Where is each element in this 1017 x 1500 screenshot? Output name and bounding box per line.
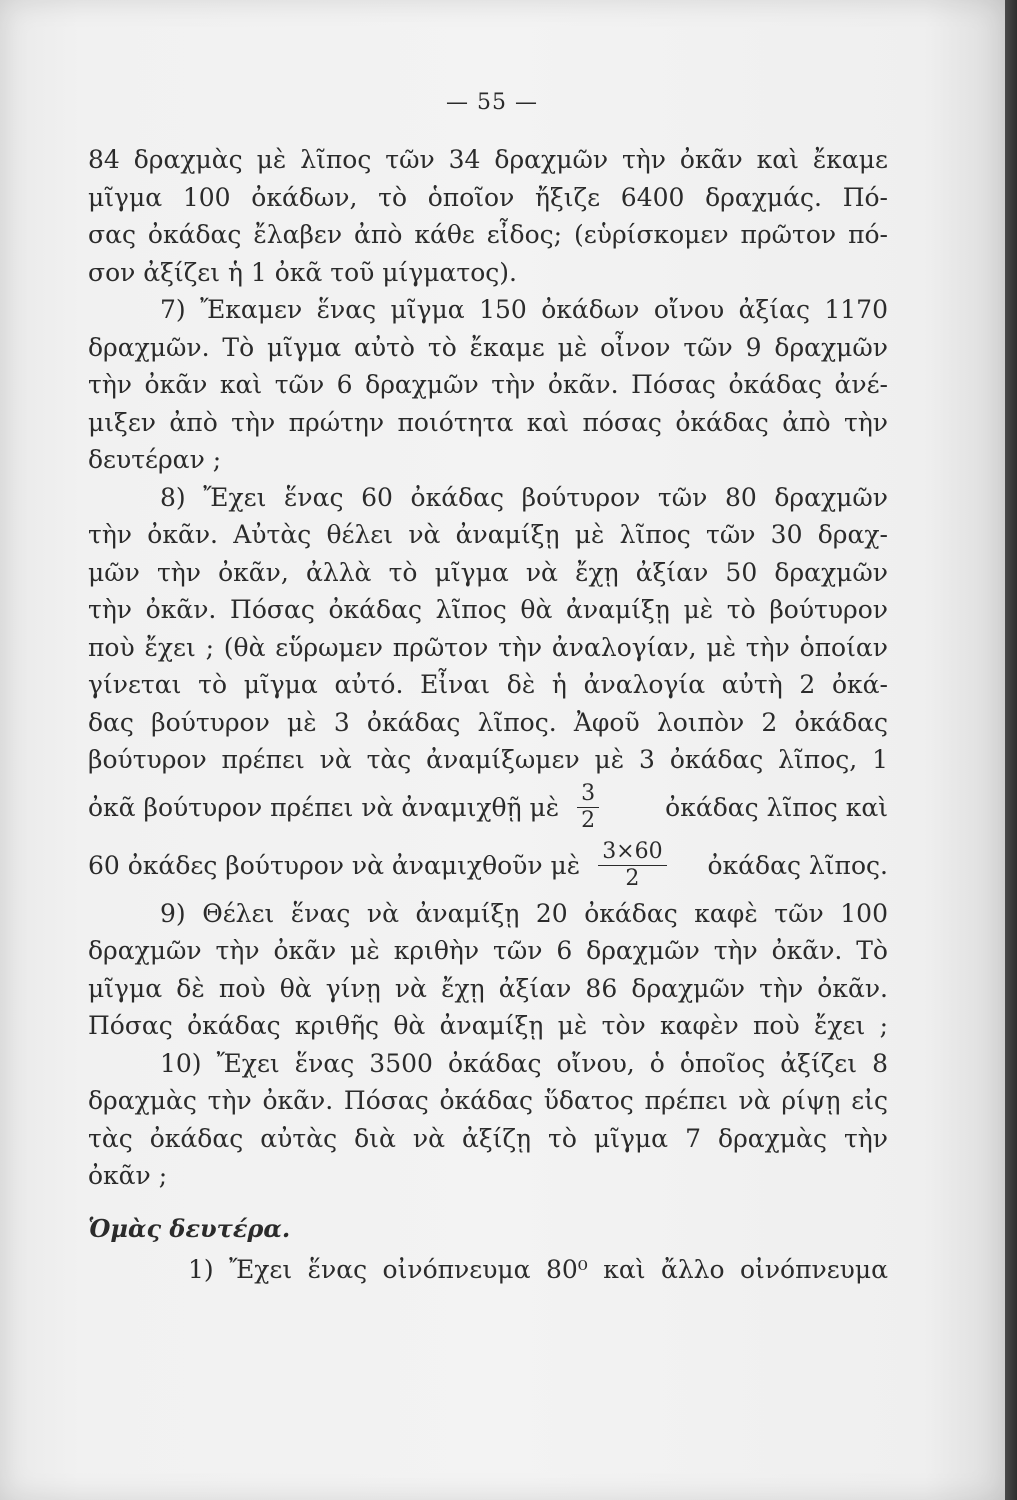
- fraction-line: [88, 837, 888, 895]
- text-line: ποὺ ἔχει ; (θὰ εὕρωμεν πρῶτον τὴν ἀναλογίαν, μὲ τὴν ὁποίαν: [88, 632, 888, 662]
- fraction-text-before: ὀκᾶ βούτυρον πρέπει νὰ ἀναμιχθῇ μὲ: [88, 793, 560, 822]
- text-line: σας ὀκάδας ἔλαβεν ἀπὸ κάθε εἶδος; (εὑρίσκομεν πρῶτον πό-: [88, 220, 888, 249]
- text-line: γίνεται τὸ μῖγμα αὐτό. Εἶναι δὲ ἡ ἀναλογία αὐτὴ 2 ὀκά-: [88, 670, 888, 699]
- fraction-numerator: 3: [581, 781, 596, 806]
- page-content: [88, 90, 888, 1288]
- text-line: βούτυρον πρέπει νὰ τὰς ἀναμίξωμεν μὲ 3 ὀκάδας λῖπος, 1: [88, 745, 888, 774]
- text-line: δραχμὰς τὴν ὀκᾶν. Πόσας ὀκάδας ὕδατος πρέπει νὰ ρίψῃ εἰς: [88, 1086, 888, 1115]
- text-line: δραχμῶν τὴν ὀκᾶν μὲ κριθὴν τῶν 6 δραχμῶν τὴν ὀκᾶν. Τὸ: [88, 936, 888, 965]
- fraction-numerator: 3×60: [602, 839, 663, 864]
- text-line: μῖγμα δὲ ποὺ θὰ γίνῃ νὰ ἔχῃ ἀξίαν 86 δραχμῶν τὴν ὀκᾶν.: [88, 973, 888, 1003]
- fraction: [577, 782, 599, 833]
- text-line: τὰς ὀκάδας αὐτὰς διὰ νὰ ἀξίζῃ τὸ μῖγμα 7 δραχμὰς τὴν: [88, 1123, 888, 1153]
- book-spine-edge: [1005, 0, 1017, 1500]
- text-line: μιξεν ἀπὸ τὴν πρώτην ποιότητα καὶ πόσας ὀκάδας ἀπὸ τὴν: [88, 407, 888, 437]
- fraction-text-after: ὀκάδας λῖπος καὶ: [665, 793, 888, 822]
- page-number: — 55 —: [446, 90, 538, 115]
- fraction-line: [88, 779, 888, 837]
- fraction-denominator: 2: [625, 866, 640, 891]
- text-line: τὴν ὀκᾶν καὶ τῶν 6 δραχμῶν τὴν ὀκᾶν. Πόσας ὀκάδας ἀνέ-: [88, 370, 888, 399]
- text-line: τὴν ὀκᾶν. Πόσας ὀκάδας λῖπος θὰ ἀναμίξῃ μὲ τὸ βούτυρον: [88, 595, 888, 624]
- text-line: δευτέραν ;: [88, 445, 222, 474]
- text-line: ὀκᾶν ;: [88, 1161, 168, 1190]
- problem-10-line: 10) Ἔχει ἕνας 3500 ὀκάδας οἴνου, ὁ ὁποῖος ἀξίζει 8: [160, 1048, 888, 1078]
- fraction-denominator: 2: [581, 808, 596, 833]
- text-line: δραχμῶν. Τὸ μῖγμα αὐτὸ τὸ ἔκαμε μὲ οἶνον τῶν 9 δραχμῶν: [88, 332, 888, 362]
- group-2-problem-1-line: 1) Ἔχει ἕνας οἰνόπνευμα 80⁰ καὶ ἄλλο οἰνόπνευμα: [188, 1254, 888, 1284]
- section-heading: Ὁμὰς δευτέρα.: [88, 1213, 291, 1243]
- text-line: μῖγμα 100 ὀκάδων, τὸ ὁποῖον ἤξιζε 6400 δραχμάς. Πό-: [88, 182, 888, 212]
- fraction-text-after: ὀκάδας λῖπος.: [707, 851, 888, 880]
- text-line: μῶν τὴν ὀκᾶν, ἀλλὰ τὸ μῖγμα νὰ ἔχῃ ἀξίαν 50 δραχμῶν: [88, 557, 888, 587]
- text-line: σον ἀξίζει ἡ 1 ὀκᾶ τοῦ μίγματος).: [88, 257, 517, 287]
- fraction: [598, 840, 666, 891]
- problem-8-line: 8) Ἔχει ἕνας 60 ὀκάδας βούτυρον τῶν 80 δραχμῶν: [160, 482, 888, 512]
- text-line: Πόσας ὀκάδας κριθῆς θὰ ἀναμίξῃ μὲ τὸν καφὲν ποὺ ἔχει ;: [88, 1011, 888, 1040]
- text-line: δας βούτυρον μὲ 3 ὀκάδας λῖπος. Ἀφοῦ λοιπὸν 2 ὀκάδας: [88, 707, 888, 737]
- problem-9-line: 9) Θέλει ἕνας νὰ ἀναμίξῃ 20 ὀκάδας καφὲ τῶν 100: [160, 898, 888, 928]
- text-line: 84 δραχμὰς μὲ λῖπος τῶν 34 δραχμῶν τὴν ὀκᾶν καὶ ἔκαμε: [88, 145, 888, 174]
- problem-7-line: 7) Ἔκαμεν ἕνας μῖγμα 150 ὀκάδων οἴνου ἀξίας 1170: [160, 295, 888, 324]
- text-line: τὴν ὀκᾶν. Αὐτὰς θέλει νὰ ἀναμίξῃ μὲ λῖπος τῶν 30 δραχ-: [88, 520, 888, 549]
- fraction-text-before: 60 ὀκάδες βούτυρον νὰ ἀναμιχθοῦν μὲ: [88, 851, 581, 880]
